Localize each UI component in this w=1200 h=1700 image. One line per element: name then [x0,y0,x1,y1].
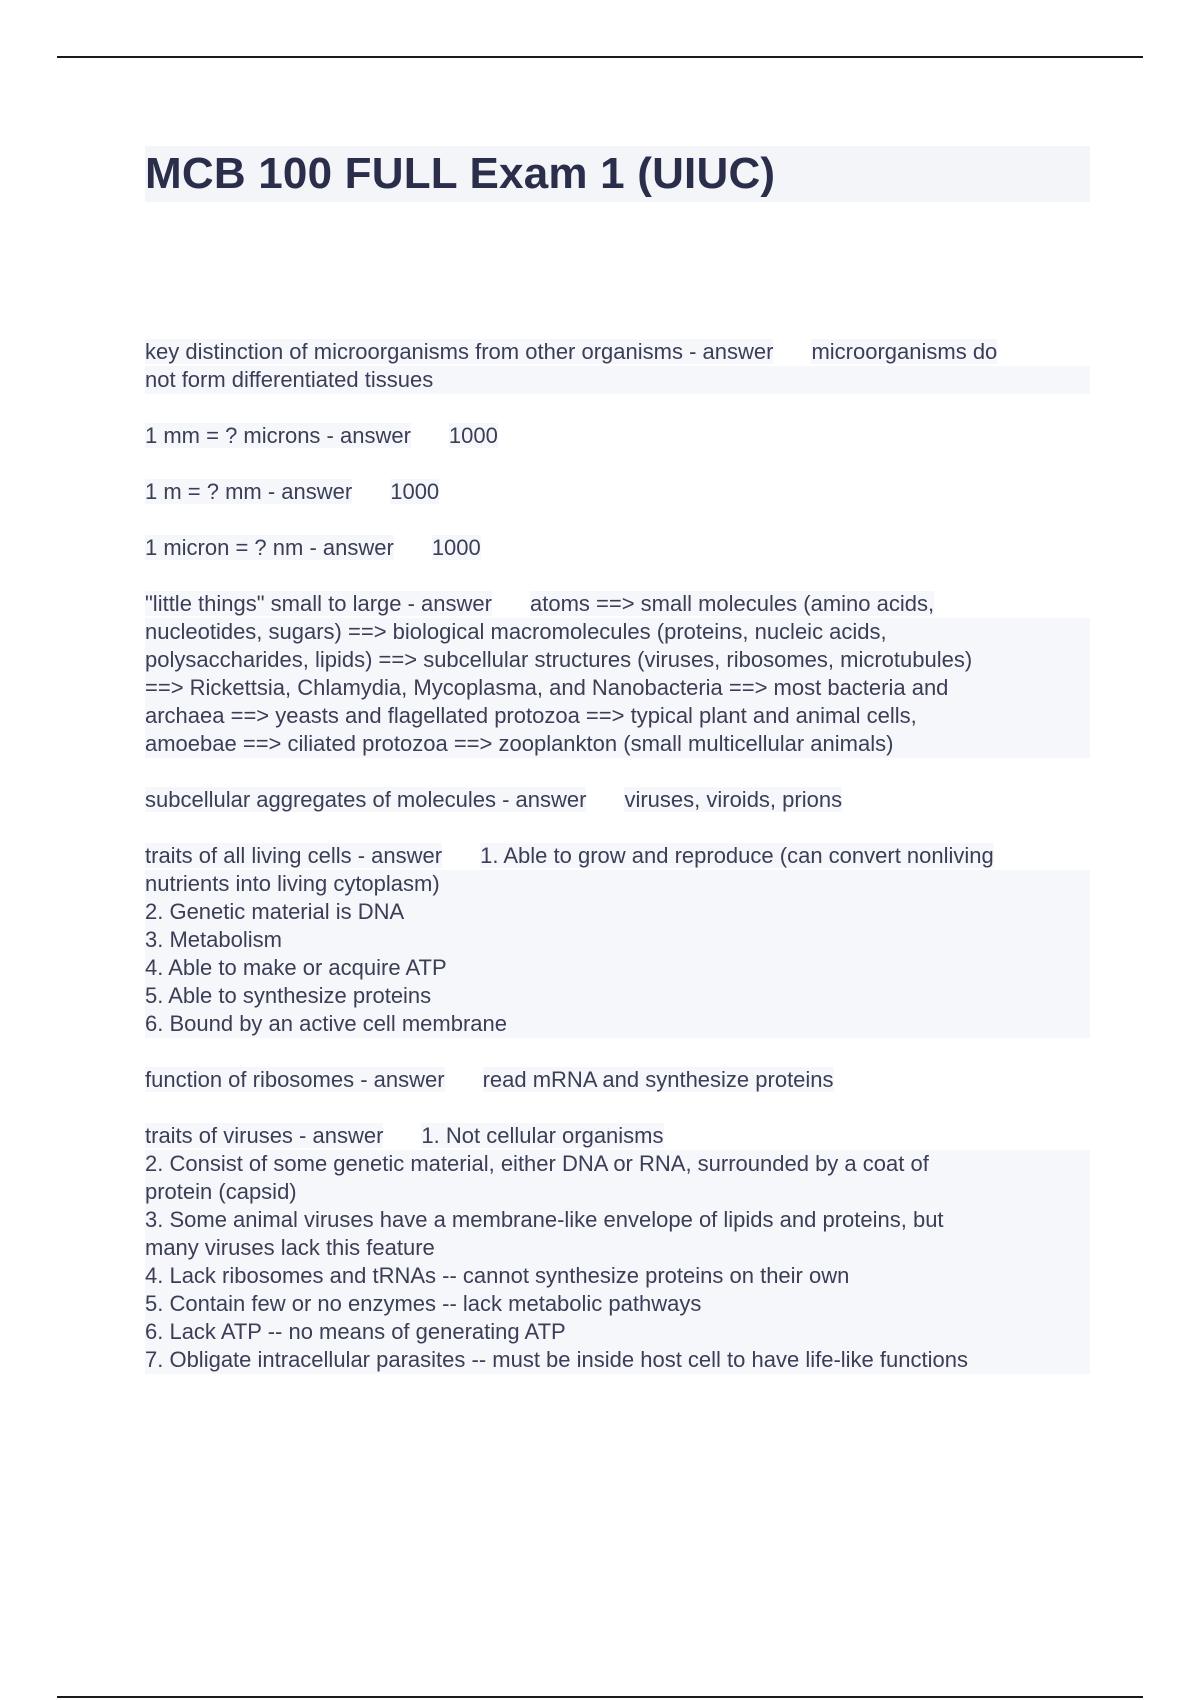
flashcard-question: key distinction of microorganisms from other organisms - answer [145,339,774,364]
flashcard-answer-line: viruses, viroids, prions [624,787,843,812]
flashcard [145,786,1090,814]
flashcard-first-line [145,842,1090,870]
flashcard-question: "little things" small to large - answer [145,591,492,616]
title-block [145,146,1090,202]
flashcard-answer-line: protein (capsid) [145,1178,1090,1206]
flashcard-first-line [145,478,1090,506]
flashcard-question: traits of all living cells - answer [145,843,443,868]
flashcard-answer-line: not form differentiated tissues [145,366,1090,394]
flashcard-question: subcellular aggregates of molecules - answer [145,787,587,812]
flashcard-answer-line: 4. Lack ribosomes and tRNAs -- cannot synthesize proteins on their own [145,1262,1090,1290]
flashcard-answer-line: atoms ==> small molecules (amino acids, [529,591,935,616]
flashcard-answer-line: archaea ==> yeasts and flagellated protozoa ==> typical plant and animal cells, [145,702,1090,730]
flashcard [145,590,1090,758]
flashcard-first-line [145,338,1090,366]
flashcard-answer-line: 4. Able to make or acquire ATP [145,954,1090,982]
flashcard-answer-line: polysaccharides, lipids) ==> subcellular structures (viruses, ribosomes, microtubules) [145,646,1090,674]
flashcard-answer-line: 1. Not cellular organisms [421,1123,664,1148]
flashcard-answer-line: read mRNA and synthesize proteins [482,1067,834,1092]
flashcard [145,338,1090,394]
flashcard-answer-line: nucleotides, sugars) ==> biological macromolecules (proteins, nucleic acids, [145,618,1090,646]
flashcard-question: traits of viruses - answer [145,1123,384,1148]
flashcard [145,1122,1090,1374]
flashcard-question: 1 micron = ? nm - answer [145,535,394,560]
flashcard-first-line [145,590,1090,618]
flashcard [145,842,1090,1038]
flashcard-first-line [145,1066,1090,1094]
flashcard-answer-line: 2. Consist of some genetic material, either DNA or RNA, surrounded by a coat of [145,1150,1090,1178]
footer-rule [57,1696,1143,1698]
flashcard-answer-line: 1. Able to grow and reproduce (can convert nonliving [480,843,994,868]
page-title: MCB 100 FULL Exam 1 (UIUC) [145,149,776,198]
flashcard-answer-line: 1000 [448,423,498,448]
flashcard-answer-line: 3. Metabolism [145,926,1090,954]
flashcard-answer-line: many viruses lack this feature [145,1234,1090,1262]
flashcard [145,534,1090,562]
flashcard-question: 1 m = ? mm - answer [145,479,353,504]
flashcard-first-line [145,1122,1090,1150]
flashcard-answer-line: microorganisms do [811,339,998,364]
flashcard [145,422,1090,450]
flashcard-list [145,338,1090,1402]
flashcard-answer-line: amoebae ==> ciliated protozoa ==> zooplankton (small multicellular animals) [145,730,1090,758]
flashcard-first-line [145,422,1090,450]
flashcard [145,1066,1090,1094]
flashcard-answer-line: 1000 [390,479,440,504]
flashcard-first-line [145,786,1090,814]
flashcard-question: function of ribosomes - answer [145,1067,445,1092]
flashcard-first-line [145,534,1090,562]
flashcard-question: 1 mm = ? microns - answer [145,423,411,448]
flashcard-answer-line: 2. Genetic material is DNA [145,898,1090,926]
flashcard-answer-line: 5. Able to synthesize proteins [145,982,1090,1010]
flashcard-answer-line: 6. Bound by an active cell membrane [145,1010,1090,1038]
flashcard-answer-line: 7. Obligate intracellular parasites -- must be inside host cell to have life-like functions [145,1346,1090,1374]
flashcard-answer-line: nutrients into living cytoplasm) [145,870,1090,898]
flashcard [145,478,1090,506]
flashcard-answer-line: 3. Some animal viruses have a membrane-like envelope of lipids and proteins, but [145,1206,1090,1234]
flashcard-answer-line: 5. Contain few or no enzymes -- lack metabolic pathways [145,1290,1090,1318]
flashcard-answer-line: ==> Rickettsia, Chlamydia, Mycoplasma, and Nanobacteria ==> most bacteria and [145,674,1090,702]
flashcard-answer-line: 1000 [431,535,481,560]
header-rule [57,56,1143,58]
flashcard-answer-line: 6. Lack ATP -- no means of generating ATP [145,1318,1090,1346]
